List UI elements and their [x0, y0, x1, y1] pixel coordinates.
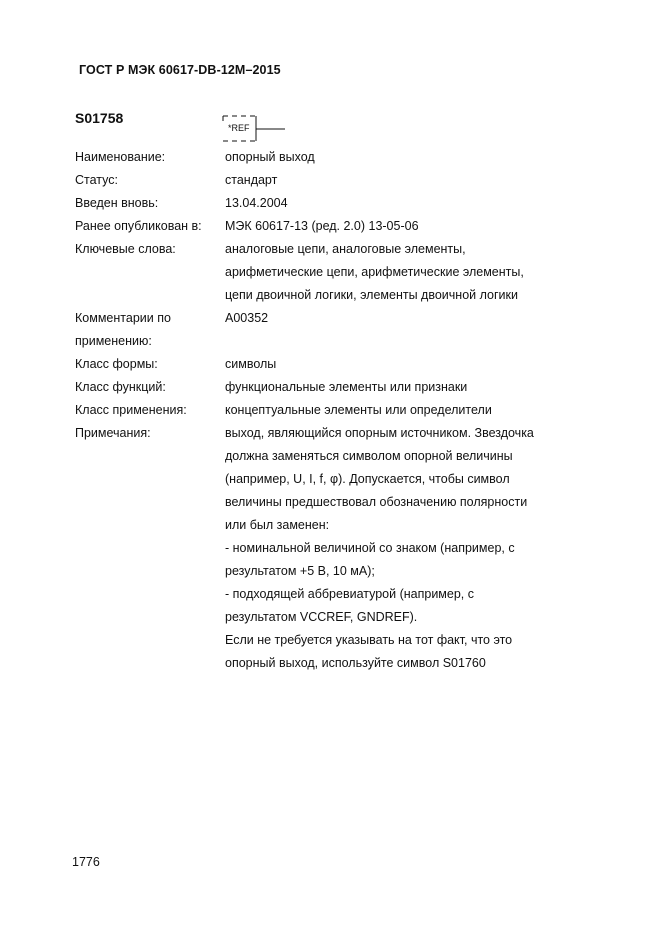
- attribute-value-line: стандарт: [225, 173, 278, 187]
- attribute-label: [75, 422, 225, 675]
- symbol-label: *REF: [228, 123, 250, 133]
- attribute-value: [225, 238, 575, 307]
- reference-output-symbol-icon: [222, 113, 286, 143]
- attribute-value: [225, 146, 575, 169]
- attribute-row: [75, 422, 575, 675]
- attribute-value: [225, 399, 575, 422]
- attribute-row: [75, 376, 575, 399]
- attribute-value-line: опорный выход: [225, 150, 315, 164]
- attribute-value-line: должна заменяться символом опорной величины: [225, 449, 513, 463]
- standard-header: ГОСТ Р МЭК 60617-DB-12M–2015: [79, 63, 281, 77]
- attribute-row: [75, 307, 575, 353]
- attribute-value-line: результатом +5 В, 10 мА);: [225, 564, 375, 578]
- attribute-label-text: Наименование:: [75, 150, 166, 164]
- attribute-value-line: - подходящей аббревиатурой (например, с: [225, 587, 474, 601]
- attribute-label-text: применению:: [75, 334, 152, 348]
- attribute-table: [75, 146, 575, 675]
- attribute-value-line: результатом VCCREF, GNDREF).: [225, 610, 418, 624]
- attribute-label-text: Ключевые слова:: [75, 242, 176, 256]
- attribute-value: [225, 422, 575, 675]
- attribute-value-line: 13.04.2004: [225, 196, 288, 210]
- attribute-value-line: выход, являющийся опорным источником. Звездочка: [225, 426, 534, 440]
- attribute-label-text: Класс функций:: [75, 380, 166, 394]
- attribute-value-line: или был заменен:: [225, 518, 330, 532]
- attribute-value-line: - номинальной величиной со знаком (например, с: [225, 541, 515, 555]
- symbol-code: S01758: [75, 110, 124, 126]
- attribute-value: [225, 353, 575, 376]
- attribute-label: [75, 146, 225, 169]
- attribute-value-line: (например, U, I, f, φ). Допускается, чтобы символ: [225, 472, 510, 486]
- attribute-label-text: Статус:: [75, 173, 118, 187]
- attribute-label: [75, 192, 225, 215]
- attribute-label: [75, 169, 225, 192]
- attribute-value-line: Если не требуется указывать на тот факт, что это: [225, 633, 513, 647]
- attribute-value-line: символы: [225, 357, 277, 371]
- attribute-label-text: Введен вновь:: [75, 196, 159, 210]
- attribute-value-line: МЭК 60617-13 (ред. 2.0) 13-05-06: [225, 219, 419, 233]
- attribute-label-text: Примечания:: [75, 426, 151, 440]
- attribute-label-text: Ранее опубликован в:: [75, 219, 202, 233]
- attribute-row: [75, 146, 575, 169]
- attribute-value-line: цепи двоичной логики, элементы двоичной логики: [225, 288, 518, 302]
- attribute-label: [75, 215, 225, 238]
- attribute-row: [75, 215, 575, 238]
- attribute-row: [75, 399, 575, 422]
- attribute-value-line: концептуальные элементы или определители: [225, 403, 492, 417]
- attribute-value: [225, 307, 575, 353]
- attribute-row: [75, 192, 575, 215]
- attribute-value: [225, 215, 575, 238]
- attribute-value-line: опорный выход, используйте символ S01760: [225, 656, 486, 670]
- attribute-label-text: Комментарии по: [75, 311, 171, 325]
- attribute-label-text: Класс формы:: [75, 357, 158, 371]
- attribute-label: [75, 376, 225, 399]
- attribute-label: [75, 307, 225, 353]
- attribute-label: [75, 353, 225, 376]
- attribute-label: [75, 399, 225, 422]
- attribute-value-line: арифметические цепи, арифметические элементы,: [225, 265, 524, 279]
- attribute-label: [75, 238, 225, 307]
- attribute-value-line: величины предшествовал обозначению полярности: [225, 495, 528, 509]
- attribute-row: [75, 353, 575, 376]
- attribute-value: [225, 376, 575, 399]
- attribute-value: [225, 169, 575, 192]
- attribute-value: [225, 192, 575, 215]
- attribute-value-line: аналоговые цепи, аналоговые элементы,: [225, 242, 466, 256]
- attribute-value-line: A00352: [225, 311, 269, 325]
- attribute-label-text: Класс применения:: [75, 403, 187, 417]
- attribute-row: [75, 169, 575, 192]
- page-number: 1776: [72, 855, 100, 869]
- attribute-value-line: функциональные элементы или признаки: [225, 380, 468, 394]
- attribute-row: [75, 238, 575, 307]
